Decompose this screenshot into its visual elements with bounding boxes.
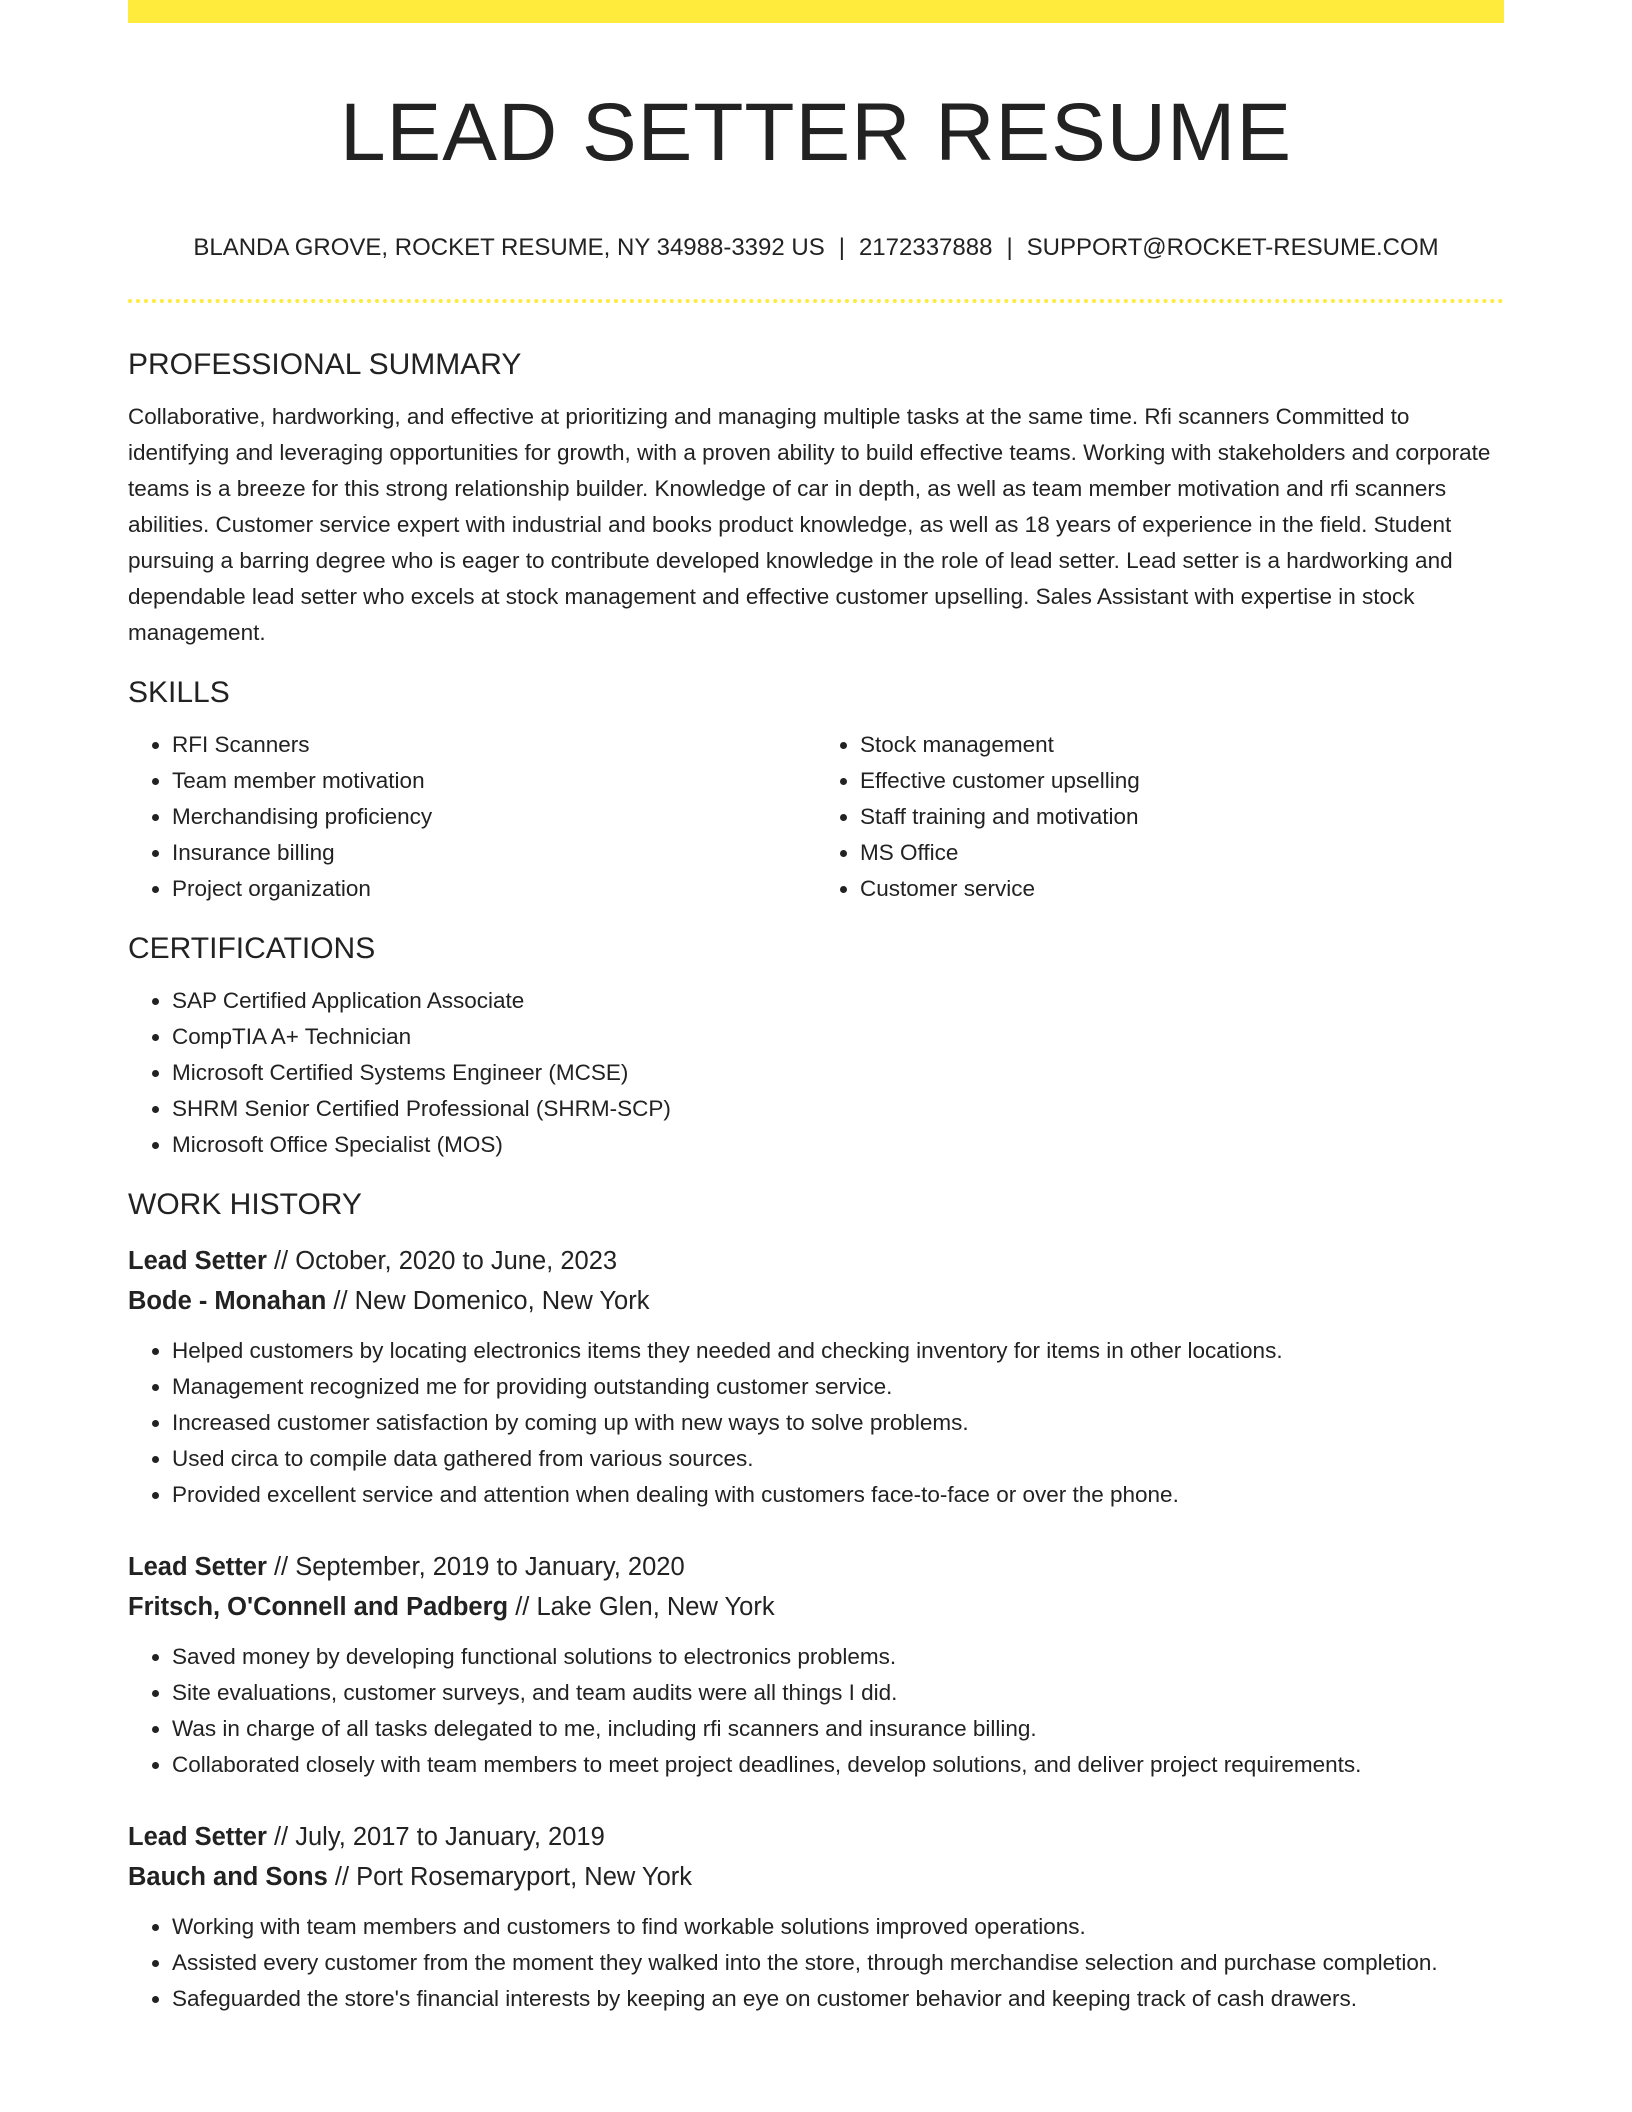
job-bullet: • Used circa to compile data gathered from various sources. bbox=[172, 1441, 1504, 1477]
job-company: Bauch and Sons bbox=[128, 1863, 328, 1891]
job-location: Port Rosemaryport, New York bbox=[356, 1863, 693, 1891]
job-bullet: • Safeguarded the store's financial interests by keeping an eye on customer behavior and keeping track of cash drawers. bbox=[172, 1981, 1504, 2017]
contact-address: BLANDA GROVE, ROCKET RESUME, NY 34988-3392 US bbox=[193, 234, 825, 261]
skill-item: • Effective customer upselling bbox=[860, 763, 1504, 799]
page-title: LEAD SETTER RESUME bbox=[339, 87, 1293, 178]
job-dates: October, 2020 to June, 2023 bbox=[295, 1247, 618, 1275]
certification-item: • Microsoft Certified Systems Engineer (MCSE) bbox=[172, 1055, 1504, 1091]
certification-item: • SAP Certified Application Associate bbox=[172, 983, 1504, 1019]
skills-heading: SKILLS bbox=[128, 676, 230, 709]
job-bullet: • Helped customers by locating electronics items they needed and checking inventory for items in other locations. bbox=[172, 1333, 1504, 1369]
job-bullet: • Was in charge of all tasks delegated to me, including rfi scanners and insurance billing. bbox=[172, 1711, 1504, 1747]
job-separator: // bbox=[266, 1553, 296, 1581]
skills-list-left bbox=[128, 727, 816, 907]
certifications-list bbox=[128, 983, 1504, 1163]
certification-item: • CompTIA A+ Technician bbox=[172, 1019, 1504, 1055]
summary-text: Collaborative, hardworking, and effective at prioritizing and managing multiple tasks at the same time. Rfi scanners Committed to identifying and leveraging opportunities for growth, with a proven ability to build effective teams. Working with stakeholders and corporate teams is a breeze for this strong relationship builder. Knowledge of car in depth, as well as team member motivation and rfi scanners abilities. Customer service expert with industrial and books product knowledge, as well as 18 years of experience in the field. Student pursuing a barring degree who is eager to contribute developed knowledge in the role of lead setter. Lead setter is a hardworking and dependable lead setter who excels at stock management and effective customer upselling. Sales Assistant with expertise in stock management. bbox=[128, 404, 1491, 645]
job-bullet: • Assisted every customer from the moment they walked into the store, through merchandise selection and purchase completion. bbox=[172, 1945, 1504, 1981]
job-bullets bbox=[128, 1909, 1504, 2017]
job-bullet: • Site evaluations, customer surveys, and team audits were all things I did. bbox=[172, 1675, 1504, 1711]
skills-list-right bbox=[816, 727, 1504, 907]
skill-item: • Project organization bbox=[172, 871, 816, 907]
summary-section bbox=[128, 347, 1504, 651]
job-company-line bbox=[128, 1281, 1504, 1321]
job-company-line bbox=[128, 1587, 1504, 1627]
skill-item: • MS Office bbox=[860, 835, 1504, 871]
job-bullet: • Collaborated closely with team members to meet project deadlines, develop solutions, and deliver project requirements. bbox=[172, 1747, 1504, 1783]
resume-page bbox=[128, 0, 1504, 2017]
job-bullet: • Saved money by developing functional solutions to electronics problems. bbox=[172, 1639, 1504, 1675]
job-location: Lake Glen, New York bbox=[536, 1593, 775, 1621]
work-history-heading: WORK HISTORY bbox=[128, 1188, 362, 1221]
job-title: Lead Setter bbox=[128, 1247, 267, 1275]
job-bullets bbox=[128, 1639, 1504, 1783]
job-company: Bode - Monahan bbox=[128, 1287, 327, 1315]
skill-item: • RFI Scanners bbox=[172, 727, 816, 763]
skill-item: • Stock management bbox=[860, 727, 1504, 763]
job-dates: July, 2017 to January, 2019 bbox=[295, 1823, 605, 1851]
job-dates: September, 2019 to January, 2020 bbox=[295, 1553, 685, 1581]
certifications-heading: CERTIFICATIONS bbox=[128, 932, 376, 965]
job-title-line bbox=[128, 1817, 1504, 1857]
work-history-section bbox=[128, 1187, 1504, 2017]
contact-separator: | bbox=[1006, 234, 1013, 261]
skill-item: • Merchandising proficiency bbox=[172, 799, 816, 835]
skills-columns bbox=[128, 711, 1504, 907]
contact-separator: | bbox=[838, 234, 845, 261]
job-title-line bbox=[128, 1241, 1504, 1281]
job-bullet: • Provided excellent service and attention when dealing with customers face-to-face or over the phone. bbox=[172, 1477, 1504, 1513]
contact-email: SUPPORT@ROCKET-RESUME.COM bbox=[1026, 234, 1439, 261]
job-title-line bbox=[128, 1547, 1504, 1587]
job-separator: // bbox=[327, 1863, 357, 1891]
job-company: Fritsch, O'Connell and Padberg bbox=[128, 1593, 509, 1621]
dotted-divider bbox=[128, 299, 1504, 303]
job-entry bbox=[128, 1547, 1504, 1783]
job-location: New Domenico, New York bbox=[354, 1287, 650, 1315]
job-bullets bbox=[128, 1333, 1504, 1513]
job-bullet: • Management recognized me for providing outstanding customer service. bbox=[172, 1369, 1504, 1405]
skill-item: • Customer service bbox=[860, 871, 1504, 907]
skill-item: • Insurance billing bbox=[172, 835, 816, 871]
job-title: Lead Setter bbox=[128, 1823, 267, 1851]
contact-phone: 2172337888 bbox=[858, 234, 993, 261]
job-separator: // bbox=[508, 1593, 537, 1621]
job-entry bbox=[128, 1817, 1504, 2017]
job-separator: // bbox=[326, 1287, 355, 1315]
skill-item: • Staff training and motivation bbox=[860, 799, 1504, 835]
certifications-section bbox=[128, 931, 1504, 1163]
contact-line bbox=[128, 233, 1504, 263]
job-entry bbox=[128, 1241, 1504, 1513]
job-bullet: • Working with team members and customers to find workable solutions improved operations. bbox=[172, 1909, 1504, 1945]
job-title: Lead Setter bbox=[128, 1553, 267, 1581]
summary-heading: PROFESSIONAL SUMMARY bbox=[128, 348, 522, 381]
certification-item: • SHRM Senior Certified Professional (SHRM-SCP) bbox=[172, 1091, 1504, 1127]
accent-top-bar bbox=[128, 0, 1504, 23]
job-separator: // bbox=[266, 1823, 296, 1851]
skills-section bbox=[128, 675, 1504, 907]
certification-item: • Microsoft Office Specialist (MOS) bbox=[172, 1127, 1504, 1163]
job-company-line bbox=[128, 1857, 1504, 1897]
skill-item: • Team member motivation bbox=[172, 763, 816, 799]
job-bullet: • Increased customer satisfaction by coming up with new ways to solve problems. bbox=[172, 1405, 1504, 1441]
job-separator: // bbox=[266, 1247, 296, 1275]
